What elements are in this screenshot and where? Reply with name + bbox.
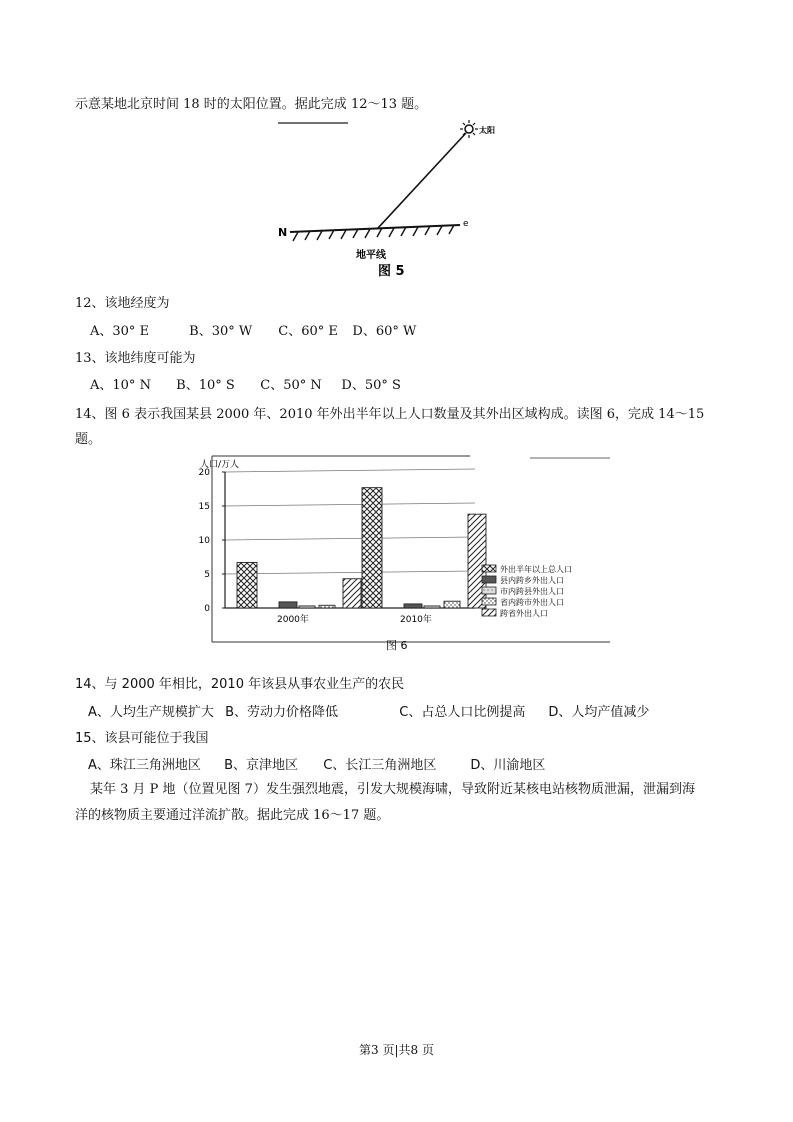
q14-options <box>88 701 649 720</box>
legend-swatch <box>482 609 496 616</box>
intro-q14-15-line2: 题。 <box>75 432 102 447</box>
q14-option-c[interactable]: C、占总人口比例提高 <box>399 705 526 720</box>
y-tick-label: 0 <box>204 604 210 614</box>
y-tick-label: 20 <box>198 468 210 478</box>
q14-option-d[interactable]: D、人均产值减少 <box>548 705 650 720</box>
q12-options <box>90 320 416 339</box>
q12-option-b[interactable]: B、30° W <box>189 324 253 339</box>
x-label: 2000年 <box>277 615 309 625</box>
q12-option-c[interactable]: C、60° E <box>278 324 338 339</box>
q15-option-c[interactable]: C、长江三角洲地区 <box>323 758 437 773</box>
intro-q14-15-line1: 14、图 6 表示我国某县 2000 年、2010 年外出半年以上人口数量及其外出区域构成。读图 6，完成 14～15 <box>75 407 705 422</box>
q13-stem: 13、该地纬度可能为 <box>75 351 196 366</box>
figure-6-chart <box>190 452 610 652</box>
bar-cross-province-1 <box>343 579 361 608</box>
q13-option-a[interactable]: A、10° N <box>90 378 151 393</box>
q14-option-a[interactable]: A、人均生产规模扩大 <box>88 705 214 720</box>
figure-5 <box>270 115 500 280</box>
q12-option-a[interactable]: A、30° E <box>90 324 150 339</box>
legend-swatch <box>482 598 496 605</box>
y-tick-label: 5 <box>204 570 210 580</box>
intro-q16-17-line1: 某年 3 月 P 地（位置见图 7）发生强烈地震，引发大规模海啸，导致附近某核电站核物质泄漏，泄漏到海 <box>90 782 695 797</box>
chart-legend <box>482 564 572 618</box>
x-label: 2010年 <box>400 615 432 625</box>
q12-stem: 12、该地经度为 <box>75 296 170 311</box>
legend-label: 市内跨县外出人口 <box>500 587 564 596</box>
sun-ray-line <box>378 133 466 228</box>
q13-option-b[interactable]: B、10° S <box>176 378 235 393</box>
q14-stem: 14、与 2000 年相比，2010 年该县从事农业生产的农民 <box>75 677 405 692</box>
chart-grid <box>225 469 475 574</box>
north-label: N <box>278 226 288 239</box>
legend-swatch <box>482 576 496 583</box>
bar-cross-county-1 <box>299 606 315 608</box>
bar-cross-city-1 <box>319 605 335 608</box>
east-label: e <box>463 219 469 229</box>
legend-label: 外出半年以上总人口 <box>500 565 572 574</box>
q15-option-d[interactable]: D、川渝地区 <box>470 758 546 773</box>
q15-option-a[interactable]: A、珠江三角洲地区 <box>88 758 201 773</box>
q15-stem: 15、该县可能位于我国 <box>75 731 209 746</box>
legend-swatch <box>482 587 496 594</box>
bar-total-2 <box>362 488 382 608</box>
horizon-line <box>290 225 460 232</box>
horizon-ticks <box>293 225 454 241</box>
y-tick-label: 15 <box>198 502 210 512</box>
legend-label: 跨省外出人口 <box>500 609 548 618</box>
bar-total-1 <box>237 562 257 608</box>
q13-option-d[interactable]: D、50° S <box>341 378 401 393</box>
q14-option-b[interactable]: B、劳动力价格降低 <box>225 705 339 720</box>
gridline <box>225 571 475 574</box>
bar-cross-township-2 <box>404 604 422 608</box>
gridline <box>225 537 475 540</box>
q15-option-b[interactable]: B、京津地区 <box>224 758 299 773</box>
q12-option-d[interactable]: D、60° W <box>352 324 417 339</box>
bar-cross-city-2 <box>444 601 460 608</box>
q15-options <box>88 754 545 773</box>
figure-5-caption: 图 5 <box>378 264 405 279</box>
sun-label: 太阳 <box>479 126 495 135</box>
bar-cross-county-2 <box>424 606 440 608</box>
horizon-label: 地平线 <box>356 250 386 261</box>
y-tick-label: 10 <box>198 536 210 546</box>
sun-icon <box>460 120 478 138</box>
intro-q16-17-line2: 洋的核物质主要通过洋流扩散。据此完成 16～17 题。 <box>75 808 390 823</box>
q13-options <box>90 374 401 393</box>
x-labels <box>277 613 432 625</box>
legend-label: 省内跨市外出人口 <box>500 598 564 607</box>
bar-cross-township-1 <box>279 602 297 608</box>
intro-q12-13: 示意某地北京时间 18 时的太阳位置。据此完成 12～13 题。 <box>75 97 428 112</box>
legend-label: 县内跨乡外出人口 <box>500 576 564 585</box>
gridline <box>225 503 475 506</box>
legend-swatch <box>482 565 496 572</box>
page-footer: 第3 页|共8 页 <box>359 1043 434 1057</box>
y-axis-label: 人口/万人 <box>200 460 240 470</box>
q13-option-c[interactable]: C、50° N <box>260 378 322 393</box>
gridline <box>225 469 475 472</box>
figure-6-caption: 图 6 <box>386 639 408 652</box>
